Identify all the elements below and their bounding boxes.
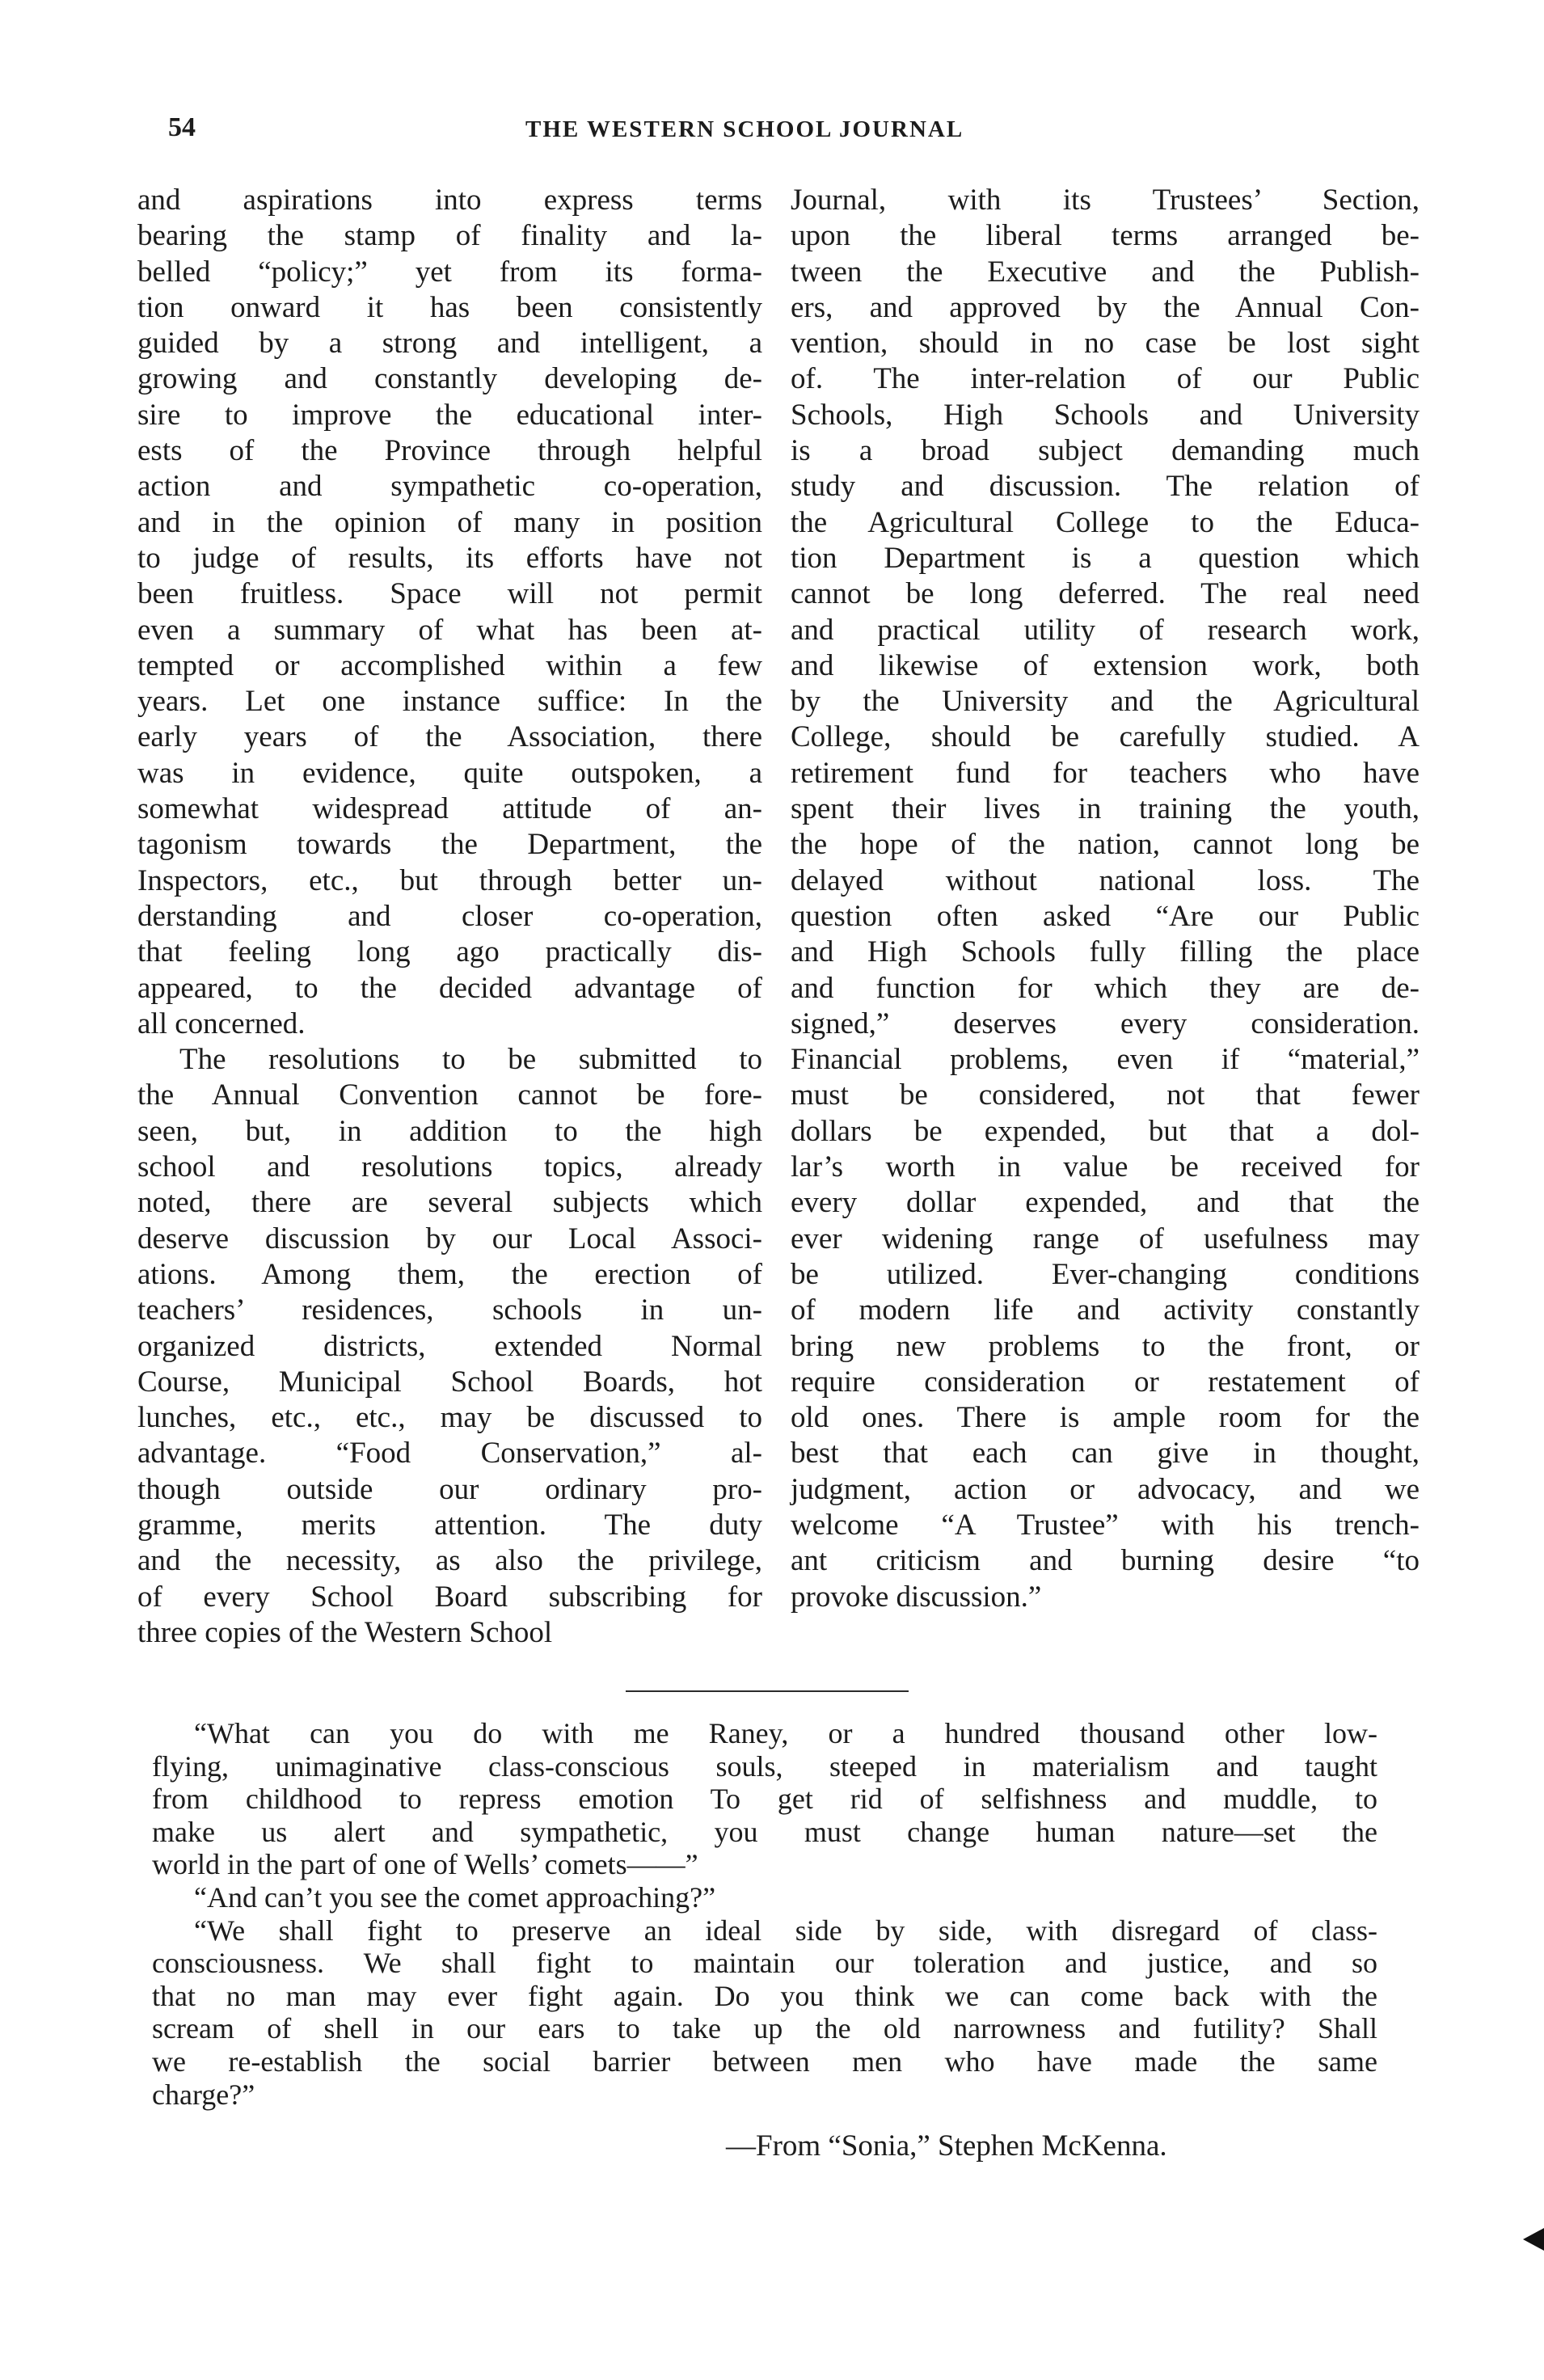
page-header	[168, 112, 1413, 154]
right-column-line: upon the liberal terms arranged be-	[791, 219, 1420, 253]
left-column-line: gramme, merits attention. The duty	[137, 1508, 762, 1542]
right-column-line: old ones. There is ample room for the	[791, 1401, 1420, 1435]
section-divider	[626, 1690, 909, 1692]
left-column-line: and in the opinion of many in position	[137, 505, 762, 539]
quotation-line: from childhood to repress emotion To get rid of selfishness and muddle, to	[152, 1783, 1377, 1816]
left-column-line: guided by a strong and intelligent, a	[137, 327, 762, 361]
right-column-line: tion Department is a question which	[791, 541, 1420, 575]
quotation-line: “And can’t you see the comet approaching?”	[194, 1880, 716, 1914]
right-column-line: and practical utility of research work,	[791, 613, 1420, 647]
left-column-line: appeared, to the decided advantage of	[137, 971, 762, 1005]
right-column-line: lar’s worth in value be received for	[791, 1150, 1420, 1184]
left-column-line: of every School Board subscribing for	[137, 1580, 762, 1614]
left-column-line: that feeling long ago practically dis-	[137, 935, 762, 969]
right-column-line: the Agricultural College to the Educa-	[791, 505, 1420, 539]
quotation-line: flying, unimaginative class-conscious souls, steeped in materialism and taught	[152, 1749, 1377, 1783]
quotation-line: “What can you do with me Raney, or a hundred thousand other low-	[194, 1717, 1377, 1749]
right-column-line: Financial problems, even if “material,”	[791, 1043, 1420, 1077]
right-column-line: must be considered, not that fewer	[791, 1078, 1420, 1112]
left-column-line: the Annual Convention cannot be fore-	[137, 1078, 762, 1112]
left-column-line: action and sympathetic co-operation,	[137, 470, 762, 504]
right-column	[791, 183, 1420, 1615]
right-column-line: cannot be long deferred. The real need	[791, 577, 1420, 611]
left-column-line: teachers’ residences, schools in un-	[137, 1293, 762, 1327]
quotation-attribution: —From “Sonia,” Stephen McKenna.	[726, 2129, 1167, 2163]
left-column-line: tion onward it has been consistently	[137, 290, 762, 324]
quotation-line: make us alert and sympathetic, you must change human nature—set the	[152, 1815, 1377, 1848]
quotation-line: “We shall fight to preserve an ideal side by side, with disregard of class-	[194, 1914, 1377, 1947]
right-column-line: College, should be carefully studied. A	[791, 720, 1420, 754]
right-column-line: require consideration or restatement of	[791, 1365, 1420, 1399]
left-column-line: seen, but, in addition to the high	[137, 1114, 762, 1148]
left-column-line: The resolutions to be submitted to	[179, 1043, 762, 1077]
left-column-line: belled “policy;” yet from its forma-	[137, 255, 762, 289]
right-column-line: and function for which they are de-	[791, 971, 1420, 1005]
right-column-line: Schools, High Schools and University	[791, 398, 1420, 432]
left-column-line: to judge of results, its efforts have not	[137, 541, 762, 575]
right-column-line: ers, and approved by the Annual Con-	[791, 290, 1420, 324]
quotation-line: scream of shell in our ears to take up the old narrowness and futility? Shall	[152, 2012, 1377, 2045]
running-head: THE WESTERN SCHOOL JOURNAL	[525, 116, 964, 142]
left-column-line: all concerned.	[137, 1006, 306, 1040]
left-column-line: three copies of the Western School	[137, 1615, 553, 1649]
left-column-line: bearing the stamp of finality and la-	[137, 219, 762, 253]
page-number: 54	[168, 112, 196, 142]
left-column-line: years. Let one instance suffice: In the	[137, 685, 762, 719]
quotation-block	[152, 1717, 1377, 2111]
left-column-line: been fruitless. Space will not permit	[137, 577, 762, 611]
right-column-line: ant criticism and burning desire “to	[791, 1544, 1420, 1578]
left-column-line: though outside our ordinary pro-	[137, 1472, 762, 1506]
right-column-line: welcome “A Trustee” with his trench-	[791, 1508, 1420, 1542]
left-column	[137, 183, 762, 1651]
left-column-line: advantage. “Food Conservation,” al-	[137, 1437, 762, 1471]
left-column-line: ests of the Province through helpful	[137, 434, 762, 468]
left-column-line: tempted or accomplished within a few	[137, 648, 762, 682]
left-column-line: sire to improve the educational inter-	[137, 398, 762, 432]
left-column-line: even a summary of what has been at-	[137, 613, 762, 647]
right-column-line: best that each can give in thought,	[791, 1437, 1420, 1471]
left-column-line: organized districts, extended Normal	[137, 1329, 762, 1363]
left-column-line: somewhat widespread attitude of an-	[137, 792, 762, 826]
right-column-line: by the University and the Agricultural	[791, 685, 1420, 719]
right-column-line: and High Schools fully filling the place	[791, 935, 1420, 969]
left-column-line: and aspirations into express terms	[137, 184, 762, 217]
page-edge-mark	[1523, 2228, 1544, 2251]
right-column-line: signed,” deserves every consideration.	[791, 1006, 1420, 1040]
right-column-line: retirement fund for teachers who have	[791, 756, 1420, 790]
right-column-line: question often asked “Are our Public	[791, 899, 1420, 933]
right-column-line: of modern life and activity constantly	[791, 1293, 1420, 1327]
right-column-line: of. The inter-relation of our Public	[791, 362, 1420, 396]
quotation-line: consciousness. We shall fight to maintain our toleration and justice, and so	[152, 1947, 1377, 1980]
left-column-line: deserve discussion by our Local Associ-	[137, 1222, 762, 1255]
right-column-line: every dollar expended, and that the	[791, 1186, 1420, 1220]
left-column-line: was in evidence, quite outspoken, a	[137, 756, 762, 790]
right-column-line: the hope of the nation, cannot long be	[791, 828, 1420, 862]
quotation-line: charge?”	[152, 2078, 255, 2111]
left-column-line: early years of the Association, there	[137, 720, 762, 754]
left-column-line: lunches, etc., etc., may be discussed to	[137, 1401, 762, 1435]
right-column-line: ever widening range of usefulness may	[791, 1222, 1420, 1255]
left-column-line: and the necessity, as also the privilege,	[137, 1544, 762, 1578]
quotation-line: we re-establish the social barrier between men who have made the same	[152, 2045, 1377, 2078]
right-column-line: Journal, with its Trustees’ Section,	[791, 184, 1420, 217]
right-column-line: be utilized. Ever-changing conditions	[791, 1257, 1420, 1291]
left-column-line: growing and constantly developing de-	[137, 362, 762, 396]
right-column-line: delayed without national loss. The	[791, 863, 1420, 897]
left-column-line: tagonism towards the Department, the	[137, 828, 762, 862]
right-column-line: and likewise of extension work, both	[791, 648, 1420, 682]
right-column-line: vention, should in no case be lost sight	[791, 327, 1420, 361]
right-column-line: judgment, action or advocacy, and we	[791, 1472, 1420, 1506]
quotation-line: that no man may ever fight again. Do you think we can come back with the	[152, 1979, 1377, 2012]
right-column-line: dollars be expended, but that a dol-	[791, 1114, 1420, 1148]
left-column-line: derstanding and closer co-operation,	[137, 899, 762, 933]
quotation-line: world in the part of one of Wells’ comets——”	[152, 1848, 698, 1881]
left-column-line: ations. Among them, the erection of	[137, 1257, 762, 1291]
left-column-line: school and resolutions topics, already	[137, 1150, 762, 1184]
right-column-line: bring new problems to the front, or	[791, 1329, 1420, 1363]
right-column-line: tween the Executive and the Publish-	[791, 255, 1420, 289]
left-column-line: Inspectors, etc., but through better un-	[137, 863, 762, 897]
right-column-line: provoke discussion.”	[791, 1580, 1042, 1614]
left-column-line: Course, Municipal School Boards, hot	[137, 1365, 762, 1399]
right-column-line: is a broad subject demanding much	[791, 434, 1420, 468]
left-column-line: noted, there are several subjects which	[137, 1186, 762, 1220]
right-column-line: spent their lives in training the youth,	[791, 792, 1420, 826]
right-column-line: study and discussion. The relation of	[791, 470, 1420, 504]
